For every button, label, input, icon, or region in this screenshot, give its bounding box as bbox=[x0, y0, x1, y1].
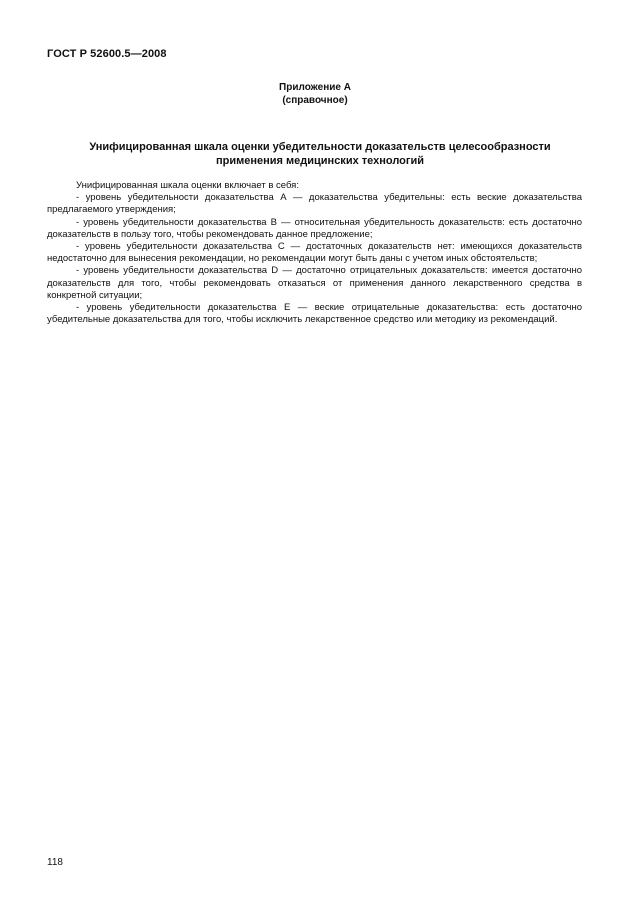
page-number: 118 bbox=[47, 857, 63, 868]
section-title bbox=[60, 140, 580, 168]
appendix-subtitle: (справочное) bbox=[282, 95, 348, 106]
section-title-line-1: Унифицированная шкала оценки убедительности доказательств целесообразности bbox=[89, 141, 551, 153]
appendix-title: Приложение А bbox=[279, 82, 351, 93]
section-title-line-2: применения медицинских технологий bbox=[216, 155, 424, 167]
body-text bbox=[47, 180, 582, 326]
level-b-paragraph: - уровень убедительности доказательства В — относительная убедительность доказательств: есть достаточно доказательств в пользу того, чтобы рекомендовать данное предложение; bbox=[47, 216, 582, 240]
level-d-paragraph: - уровень убедительности доказательства D — достаточно отрицательных доказательств: имеется достаточно доказательств для того, чтобы рекомендовать отказаться от применения данного лекарственного средства в конкретной ситуации; bbox=[47, 265, 582, 301]
level-c-paragraph: - уровень убедительности доказательства С — достаточных доказательств нет: имеющихся доказательств недостаточно для вынесения рекомендации, но рекомендации могут быть даны с учетом иных обстоятельств; bbox=[47, 241, 582, 265]
intro-paragraph: Унифицированная шкала оценки включает в себя: bbox=[76, 180, 299, 191]
level-e-paragraph: - уровень убедительности доказательства Е — веские отрицательные доказательства: есть достаточно убедительные доказательства для того, чтобы исключить лекарственное средство или методику из рекомендаций. bbox=[47, 302, 582, 326]
level-a-paragraph: - уровень убедительности доказательства А — доказательства убедительны: есть веские доказательства предлагаемого утверждения; bbox=[47, 192, 582, 216]
appendix-heading bbox=[0, 81, 630, 107]
document-code: ГОСТ Р 52600.5—2008 bbox=[47, 48, 167, 60]
